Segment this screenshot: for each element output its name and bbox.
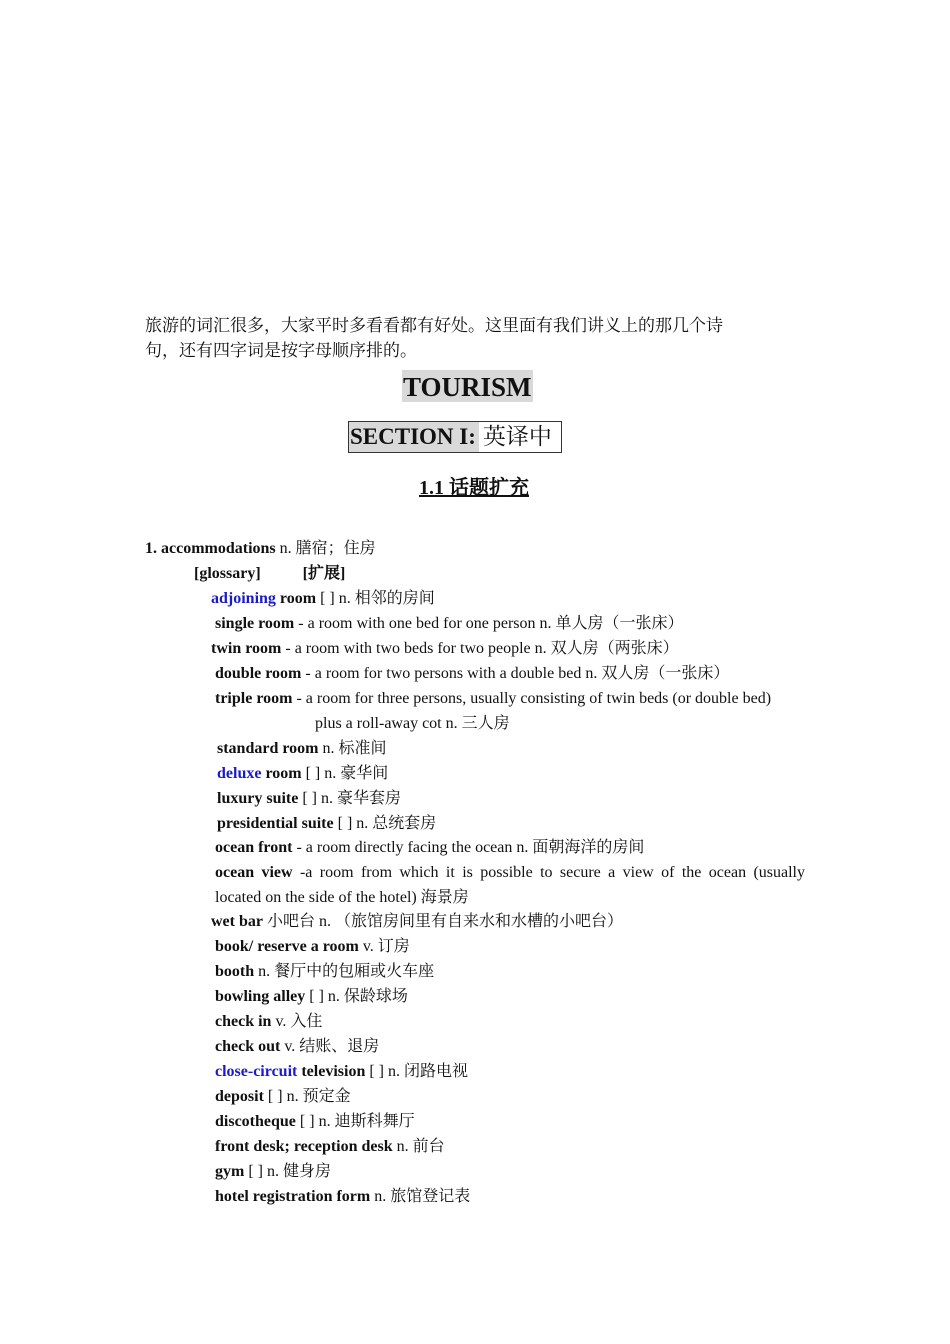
- entry-definition: [ ] n. 总统套房: [333, 815, 437, 832]
- entry-triple-room: [215, 686, 771, 711]
- entry-term: double room: [215, 665, 302, 682]
- entry-front-desk: [215, 1134, 445, 1159]
- entry-term: triple room: [215, 690, 293, 707]
- entry-term: 1. accommodations: [145, 540, 276, 557]
- entry-definition: located on the side of the hotel) 海景房: [215, 889, 469, 906]
- entry-single-room: [215, 611, 684, 636]
- entry-term: gym: [215, 1163, 245, 1180]
- entry-close-circuit-tv: [215, 1059, 468, 1084]
- entry-term: room: [275, 590, 317, 607]
- entry-accommodations: [145, 536, 376, 561]
- entry-definition: v. 结账、退房: [280, 1038, 380, 1055]
- entry-ocean-front: [215, 835, 644, 860]
- section-heading: [348, 421, 562, 453]
- entry-term: standard room: [217, 740, 319, 757]
- entry-definition: -a room from which it is possible to secure a view of the ocean (usually: [292, 864, 805, 881]
- entry-definition: v. 订房: [358, 938, 410, 955]
- entry-definition: n. 前台: [392, 1138, 445, 1155]
- entry-deluxe-room: [217, 761, 388, 786]
- entry-wet-bar: [211, 909, 623, 934]
- entry-definition: n. 旅馆登记表: [370, 1188, 471, 1205]
- entry-gym: [215, 1159, 331, 1184]
- document-title: TOURISM: [403, 372, 532, 402]
- glossary-label-cn: [扩展]: [302, 565, 346, 582]
- entry-luxury-suite: [217, 786, 401, 811]
- entry-definition: - a room for two persons with a double bed n. 双人房（一张床）: [301, 665, 730, 682]
- entry-term: deposit: [215, 1088, 264, 1105]
- entry-definition: [ ] n. 豪华套房: [298, 790, 402, 807]
- entry-definition: - a room for three persons, usually consisting of twin beds (or double bed): [292, 690, 772, 707]
- entry-definition: [ ] n. 健身房: [244, 1163, 331, 1180]
- entry-triple-room-cont: [315, 711, 510, 736]
- intro-line-1: 旅游的词汇很多，大家平时多看看都有好处。这里面有我们讲义上的那几个诗: [145, 316, 723, 335]
- entry-term: room: [261, 765, 302, 782]
- entry-term: discotheque: [215, 1113, 296, 1130]
- entry-definition: [ ] n. 保龄球场: [305, 988, 408, 1005]
- entry-highlight: adjoining: [211, 590, 276, 607]
- glossary-header: [194, 561, 345, 586]
- entry-definition: [ ] n. 预定金: [263, 1088, 351, 1105]
- entry-term: luxury suite: [217, 790, 299, 807]
- entry-adjoining-room: [211, 586, 435, 611]
- entry-definition: [ ] n. 豪华间: [301, 765, 389, 782]
- entry-hotel-registration-form: [215, 1184, 470, 1209]
- entry-term: presidential suite: [217, 815, 334, 832]
- entry-term: bowling alley: [215, 988, 306, 1005]
- entry-definition: - a room with two beds for two people n. 双人房（两张床）: [281, 640, 679, 657]
- entry-double-room: [215, 661, 729, 686]
- entry-definition: n. 餐厅中的包厢或火车座: [254, 963, 435, 980]
- entry-definition: n. 标准间: [318, 740, 387, 757]
- entry-term: single room: [215, 615, 295, 632]
- entry-term: television: [297, 1063, 366, 1080]
- entry-definition: n. 膳宿；住房: [275, 540, 376, 557]
- entry-check-out: [215, 1034, 379, 1059]
- entry-term: ocean view: [215, 864, 293, 881]
- subsection-heading: 1.1 话题扩充: [419, 477, 529, 499]
- entry-term: check in: [215, 1013, 272, 1030]
- entry-deposit: [215, 1084, 351, 1109]
- entry-term: book/ reserve a room: [215, 938, 359, 955]
- entry-booth: [215, 959, 434, 984]
- section-label: SECTION I:: [349, 422, 479, 452]
- glossary-label: [glossary]: [194, 565, 261, 582]
- intro-line-2: 句，还有四字词是按字母顺序排的。: [145, 341, 417, 360]
- entry-definition: v. 入住: [271, 1013, 323, 1030]
- entry-term: ocean front: [215, 839, 293, 856]
- entry-highlight: close-circuit: [215, 1063, 298, 1080]
- entry-definition: - a room directly facing the ocean n. 面朝海洋的房间: [292, 839, 645, 856]
- entry-twin-room: [211, 636, 679, 661]
- entry-term: check out: [215, 1038, 281, 1055]
- entry-term: front desk; reception desk: [215, 1138, 393, 1155]
- entry-presidential-suite: [217, 811, 436, 836]
- entry-definition: plus a roll-away cot n. 三人房: [315, 715, 510, 732]
- entry-highlight: deluxe: [217, 765, 262, 782]
- entry-term: booth: [215, 963, 255, 980]
- entry-definition: 小吧台 n. （旅馆房间里有自来水和水槽的小吧台）: [262, 913, 623, 930]
- entry-discotheque: [215, 1109, 415, 1134]
- entry-definition: [ ] n. 迪斯科舞厅: [295, 1113, 415, 1130]
- entry-bowling-alley: [215, 984, 408, 1009]
- entry-definition: - a room with one bed for one person n. 单人房（一张床）: [294, 615, 684, 632]
- section-chinese: 英译中: [482, 424, 552, 449]
- entry-check-in: [215, 1009, 322, 1034]
- entry-term: hotel registration form: [215, 1188, 371, 1205]
- entry-standard-room: [217, 736, 387, 761]
- entry-definition: [ ] n. 闭路电视: [365, 1063, 469, 1080]
- entry-ocean-view-cont: [215, 885, 469, 910]
- entry-book-room: [215, 934, 410, 959]
- entry-term: wet bar: [211, 913, 263, 930]
- entry-definition: [ ] n. 相邻的房间: [316, 590, 435, 607]
- entry-ocean-view: [215, 860, 805, 885]
- entry-term: twin room: [211, 640, 282, 657]
